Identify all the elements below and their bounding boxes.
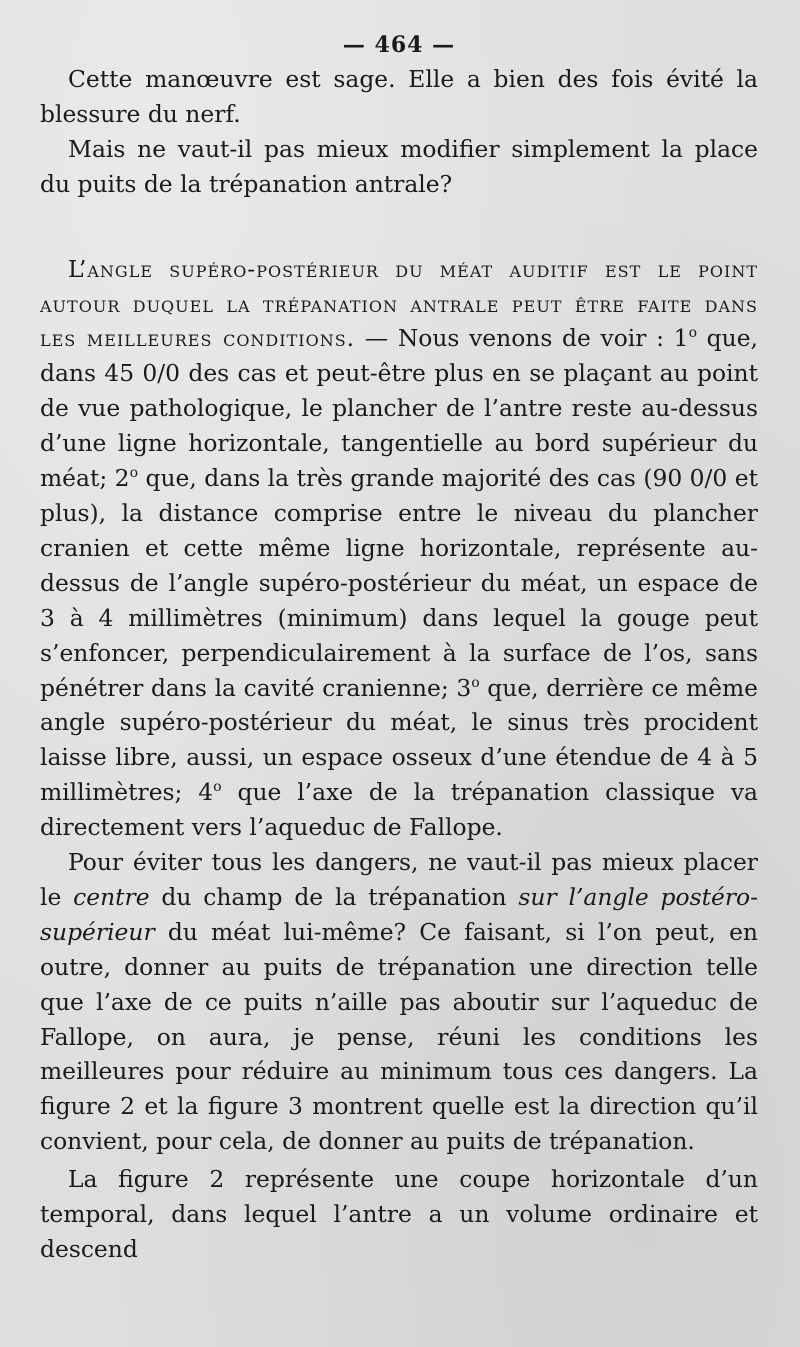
ordinal-superscript-2: o — [129, 465, 139, 482]
paragraph-1: Cette manœuvre est sage. Elle a bien des fois évité la blessure du nerf. — [40, 65, 758, 128]
italic-angle: sur l’angle postéro-supérieur — [40, 882, 758, 946]
paragraph-4-text-b: du champ de la trépanation — [149, 882, 519, 911]
paragraph-3-text-c: que, dans la très grande majorité des cas (90 0/0 et plus), la distance comprise entre le niveau du plancher cranien et cette même ligne horizontale, représente au-dessus de l’angle supéro-postérieur du méat, un espace de 3 à 4 millimètres (minimum) dans lequel la gouge peut s’enfoncer, perpendiculairement à la surface de l’os, sans pénétrer dans la cavité cranienne; 3 — [40, 464, 758, 702]
paragraph-3-text-e: que l’axe de la trépanation classique va directement vers l’aqueduc de Fallope. — [40, 778, 758, 842]
paragraph-4-text-a: Pour éviter tous les dangers, ne vaut-il pas mieux placer le — [40, 848, 758, 911]
ordinal-superscript-4: o — [213, 779, 222, 796]
ordinal-superscript-3: o — [471, 674, 480, 691]
paragraph-3-text-b: que, dans 45 0/0 des cas et peut-être plus en se plaçant au point de vue pathologique, le plancher de l’antre reste au-dessus d’une ligne horizontale, tangentielle au bord supérieur du méat; 2 — [40, 324, 758, 493]
section-gap — [40, 202, 758, 252]
paragraph-3 — [40, 252, 758, 845]
paragraph-5: La figure 2 représente une coupe horizontale d’un temporal, dans lequel l’antre a un volume ordinaire et descend — [40, 1165, 758, 1263]
ordinal-superscript-1: o — [688, 325, 698, 342]
page-number: — 464 — — [342, 32, 456, 58]
section-heading: L’angle supéro-postérieur du méat auditif est le point autour duquel la trépanation antrale peut être faite dans les meilleures conditions. — [40, 254, 758, 353]
paragraph-3-text-a: Nous venons de voir : 1 — [397, 324, 689, 353]
paragraph-4 — [40, 845, 758, 1159]
italic-centre: centre — [73, 882, 150, 911]
paragraph-2: Mais ne vaut-il pas mieux modifier simplement la place du puits de la trépanation antrale? — [40, 134, 758, 198]
paragraph-4-text-c: du méat lui-même? Ce faisant, si l’on peut, en outre, donner au puits de trépanation une direction telle que l’axe de ce puits n’aille pas aboutir sur l’aqueduc de Fallope, on aura, je pense, réuni les conditions les meilleures pour réduire au minimum tous ces dangers. La figure 2 et la figure 3 montrent quelle est la direction qu’il convient, pour cela, de donner au puits de trépanation. — [40, 917, 758, 1156]
paragraph-3-text-d: que, derrière ce même angle supéro-postérieur du méat, le sinus très procident laisse libre, aussi, un espace osseux d’une étendue de 4 à 5 millimètres; 4 — [40, 673, 759, 807]
heading-dash: — — [355, 324, 398, 353]
